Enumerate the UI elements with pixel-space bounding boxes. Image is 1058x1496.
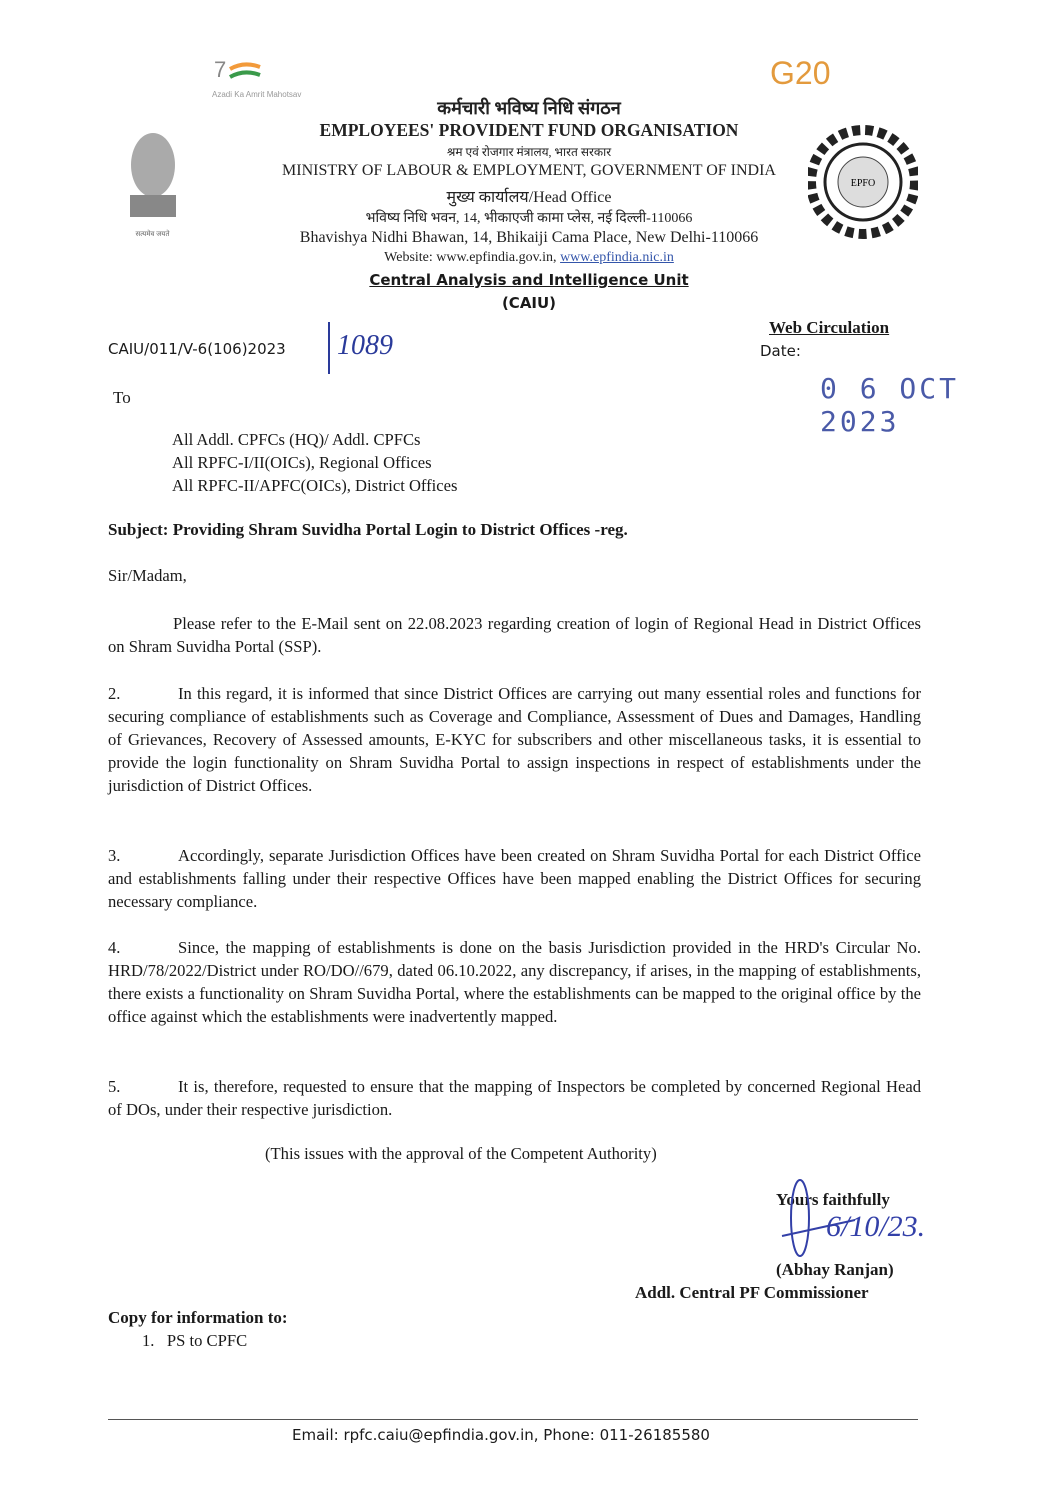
- paragraph-5: 5. It is, therefore, requested to ensure that the mapping of Inspectors be completed by concerned Regional Head of DOs, under their respective jurisdiction.: [108, 1077, 921, 1119]
- paragraph-1: Please refer to the E-Mail sent on 22.08.2023 regarding creation of login of Regional Head in District Offices on Shram Suvidha Portal (SSP).: [108, 614, 921, 656]
- ministry-hindi: श्रम एवं रोजगार मंत्रालय, भारत सरकार: [446, 145, 612, 159]
- addressee: All RPFC-I/II(OICs), Regional Offices: [172, 453, 432, 472]
- azadi-logo: 7 Azadi Ka Amrit Mahotsav: [212, 57, 302, 99]
- website: Website: www.epfindia.gov.in, www.epfindia.nic.in: [384, 250, 674, 265]
- subject: Subject: Providing Shram Suvidha Portal Login to District Offices -reg.: [108, 520, 628, 539]
- addressee-list: [172, 428, 457, 497]
- to-label: To: [113, 388, 131, 407]
- svg-text:7: 7: [214, 57, 227, 82]
- copy-heading: Copy for information to:: [108, 1308, 288, 1327]
- salutation: Sir/Madam,: [108, 566, 187, 585]
- paragraph-2: 2. In this regard, it is informed that since District Offices are carrying out many essential roles and functions for securing compliance of establishments such as Coverage and Compliance, Assessment of Dues and Damages, Handling of Grievances, Recovery of Assessed amounts, E-KYC for subscribers and other miscellaneous tasks, it is essential to provide the login functionality on Shram Suvidha Portal to assign inspections in respect of establishments under the jurisdiction of District Offices.: [108, 684, 921, 795]
- ministry: MINISTRY OF LABOUR & EMPLOYMENT, GOVERNMENT OF INDIA: [282, 162, 776, 179]
- footer-divider: [108, 1419, 918, 1420]
- g20-logo: G20: [770, 55, 831, 91]
- date-label: Date:: [760, 342, 801, 360]
- signatory-title: Addl. Central PF Commissioner: [635, 1283, 869, 1302]
- svg-text:EPFO: EPFO: [850, 178, 876, 189]
- footer-contact: Email: rpfc.caiu@epfindia.gov.in, Phone: 011-26185580: [292, 1426, 710, 1444]
- paragraph-3: 3. Accordingly, separate Jurisdiction Offices have been created on Shram Suvidha Portal for each District Office and establishments falling under their respective Offices have been mapped enabling the District Offices for securing necessary compliance.: [108, 846, 921, 911]
- signature-date: 6/10/23.: [826, 1210, 926, 1243]
- circulation-label: Web Circulation: [769, 318, 890, 337]
- reference-number: CAIU/011/V-6(106)2023: [108, 340, 286, 358]
- signatory-name: (Abhay Ranjan): [776, 1260, 894, 1279]
- address-hindi: भविष्य निधि भवन, 14, भीकाएजी कामा प्लेस, नई दिल्ली-110066: [365, 211, 693, 226]
- addressee: All RPFC-II/APFC(OICs), District Offices: [172, 476, 458, 495]
- national-emblem: सत्यमेव जयते: [115, 125, 190, 245]
- office: मुख्य कार्यालय/Head Office: [446, 189, 612, 206]
- date-stamp: 0 6 OCT 2023: [820, 372, 960, 438]
- website-link[interactable]: www.epfindia.nic.in: [560, 250, 674, 265]
- approval-note: (This issues with the approval of the Competent Authority): [265, 1144, 657, 1163]
- org-name-hindi: कर्मचारी भविष्य निधि संगठन: [437, 98, 621, 118]
- unit-abbr: (CAIU): [501, 294, 557, 312]
- address: Bhavishya Nidhi Bhawan, 14, Bhikaiji Cama Place, New Delhi-110066: [299, 229, 759, 246]
- paragraph-4: 4. Since, the mapping of establishments is done on the basis Jurisdiction provided in the HRD's Circular No. HRD/78/2022/District under RO/DO//679, dated 06.10.2022, any discrepancy, if arises, in the mapping of establishments, there exists a functionality on Shram Suvidha Portal, where the establishments can be mapped to the original office by the office against which the establishments were inadvertently mapped.: [108, 938, 921, 1026]
- org-name: EMPLOYEES' PROVIDENT FUND ORGANISATION: [319, 120, 739, 140]
- handwritten-dispatch-number: 1089: [337, 330, 393, 361]
- signoff: Yours faithfully: [776, 1190, 890, 1209]
- unit-name: Central Analysis and Intelligence Unit: [369, 271, 689, 289]
- handwritten-stroke: [328, 322, 330, 374]
- addressee: All Addl. CPFCs (HQ)/ Addl. CPFCs: [172, 430, 421, 449]
- copy-item: 1. PS to CPFC: [142, 1331, 248, 1350]
